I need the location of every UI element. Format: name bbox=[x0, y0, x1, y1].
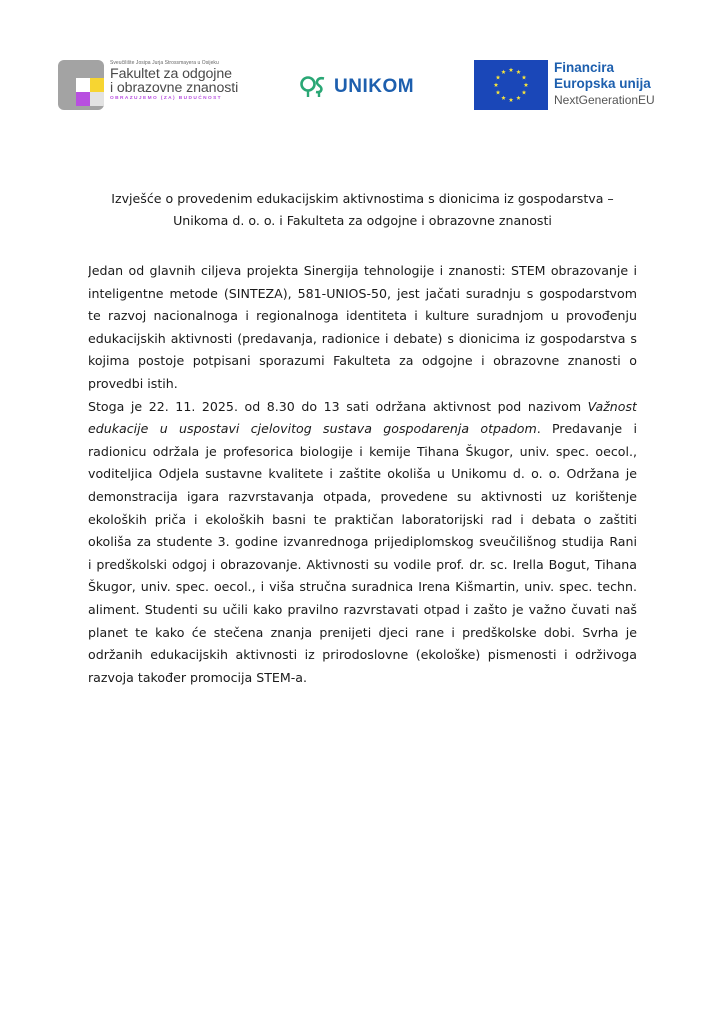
text-line: ekoloških priča i ekoloških basni te praktičan laboratorijski rad i debata o zaštiti bbox=[88, 511, 637, 527]
document-title bbox=[90, 188, 635, 232]
ffos-faculty-name-line1: Fakultet za odgojne bbox=[110, 66, 232, 82]
text-line: Škugor, univ. spec. oecol., i viša stručna suradnica Irena Kišmartin, univ. spec. techn. bbox=[88, 579, 637, 595]
text-line bbox=[88, 396, 637, 419]
ffos-university-name: Sveučilište Josipa Jurja Strossmayera u Osijeku bbox=[110, 60, 219, 66]
document-title-line1: Izvješće o provedenim edukacijskim aktivnostima s dionicima iz gospodarstva – bbox=[111, 191, 614, 206]
unikom-trees-icon bbox=[300, 75, 328, 99]
eu-funding-line1: Financira bbox=[554, 60, 615, 75]
text-line bbox=[88, 418, 637, 441]
document-title-line2: Unikoma d. o. o. i Fakulteta za odgojne i obrazovne znanosti bbox=[173, 213, 552, 228]
text-line: provedbi istih. bbox=[88, 375, 178, 391]
text-line: inteligentne metode (SINTEZA), 581-UNIOS-50, jest jačati suradnju s gospodarstvom bbox=[88, 285, 637, 301]
text-line: i predškolski odgoj i obrazovanje. Aktivnosti su vodile prof. dr. sc. Irella Bogut, Tihana bbox=[88, 556, 637, 572]
eu-funding-line3: NextGenerationEU bbox=[554, 93, 655, 107]
text-line: voditeljica Odjela sustavne kvalitete i zaštite okoliša u Unikomu d. o. o. Održana je bbox=[88, 466, 637, 482]
eu-funding-line2: Europska unija bbox=[554, 76, 651, 91]
text-line: kojima postoje potpisani sporazumi Fakulteta za odgojne i obrazovne znanosti o bbox=[88, 353, 637, 369]
text-line: radionicu održala je profesorica biologije i kemije Tihana Škugor, univ. spec. oecol., bbox=[88, 443, 637, 459]
text-line: edukacijskih aktivnosti (predavanja, radionice i debate) s dionicima iz gospodarstva s bbox=[88, 330, 637, 346]
text-line: Jedan od glavnih ciljeva projekta Sinergija tehnologije i znanosti: STEM obrazovanje i bbox=[88, 263, 637, 278]
activity-title-end: edukacije u uspostavi cjelovitog sustava gospodarenja otpadom bbox=[88, 421, 537, 437]
ffos-logo bbox=[58, 60, 268, 112]
ffos-motto: OBRAZUJEMO (ZA) BUDUĆNOST bbox=[110, 96, 223, 101]
activity-title-start: Važnost bbox=[587, 398, 637, 414]
text-line: planet te kako će stečena znanja prenijeti djeci rane i predškolske dobi. Svrha je bbox=[88, 624, 637, 640]
text-line: okoliša za studente 3. godine izvanrednoga prijediplomskog sveučilišnog studija Rani bbox=[88, 534, 637, 550]
ffos-faculty-name-line2: i obrazovne znanosti bbox=[110, 80, 239, 96]
text-line: aliment. Studenti su učili kako pravilno razvrstavati otpad i zašto je važno čuvati naš bbox=[88, 601, 637, 617]
text-line: te razvoj nacionalnoga i regionalnoga identiteta i kulture suradnjom u provođenju bbox=[88, 308, 637, 324]
text-line: demonstracija igara razvrstavanja otpada, provedene su aktivnosti uz korištenje bbox=[88, 488, 637, 504]
text-line: razvoja također promocija STEM-a. bbox=[88, 669, 308, 685]
text-run: Stoga je 22. 11. 2025. od 8.30 do 13 sati održana aktivnost pod nazivom bbox=[88, 398, 588, 414]
unikom-logo bbox=[300, 75, 414, 99]
ffos-logo-mark-icon bbox=[58, 60, 104, 110]
eu-flag-icon bbox=[474, 60, 548, 110]
text-line: održanih edukacijskih aktivnosti iz prirodoslovne (ekološke) pismenosti i održivoga bbox=[88, 647, 637, 663]
paragraph-1 bbox=[88, 260, 637, 396]
text-run: . Predavanje i bbox=[536, 421, 637, 437]
eu-funding-logo bbox=[474, 60, 664, 112]
unikom-name: UNIKOM bbox=[334, 76, 415, 97]
paragraph-2 bbox=[88, 396, 637, 690]
document-body bbox=[88, 260, 637, 689]
